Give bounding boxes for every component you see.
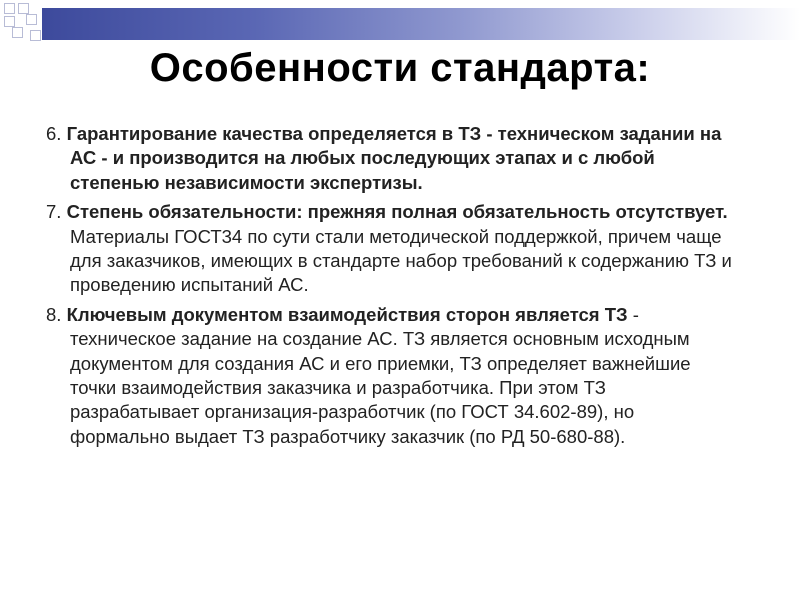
list-item [46,303,736,449]
item-number: 8. [46,303,67,325]
decorative-square [26,14,37,25]
item-bold-text: Степень обязательности: прежняя полная обязательность отсутствует. [66,201,728,223]
item-number: 6. [46,123,67,144]
item-number: 7. [46,201,67,223]
decorative-square [12,27,23,38]
title-gradient-bar [42,8,800,40]
item-text: - техническое задание на создание АС. ТЗ является основным исходным документом для создания АС и его приемки, ТЗ определяет важнейшие точки взаимодействия заказчика и разработчика. При этом ТЗ разрабатывает организация-разработчик (по ГОСТ 34.602-89), но формально выдает ТЗ разработчику заказчик (по РД 50-680-88). [70,303,691,447]
item-bold-text: Гарантирование качества определяется в ТЗ - техническом задании на АС - и производится на любых последующих этапах и с любой степенью независимости экспертизы. [66,123,722,193]
decorative-square [4,3,15,14]
item-text: Материалы ГОСТ34 по сути стали методической поддержкой, причем чаще для заказчиков, имеющих в стандарте набор требований к содержанию ТЗ и проведению испытаний АС. [70,225,732,296]
decorative-square [30,30,41,41]
item-bold-text: Ключевым документом взаимодействия сторон является ТЗ [66,303,628,325]
list-item [46,200,736,298]
decorative-square [18,3,29,14]
slide-body [46,122,736,454]
decorative-square [4,16,15,27]
slide-title: Особенности стандарта: [149,46,651,90]
list-item [46,122,736,195]
header-decoration [0,0,800,48]
